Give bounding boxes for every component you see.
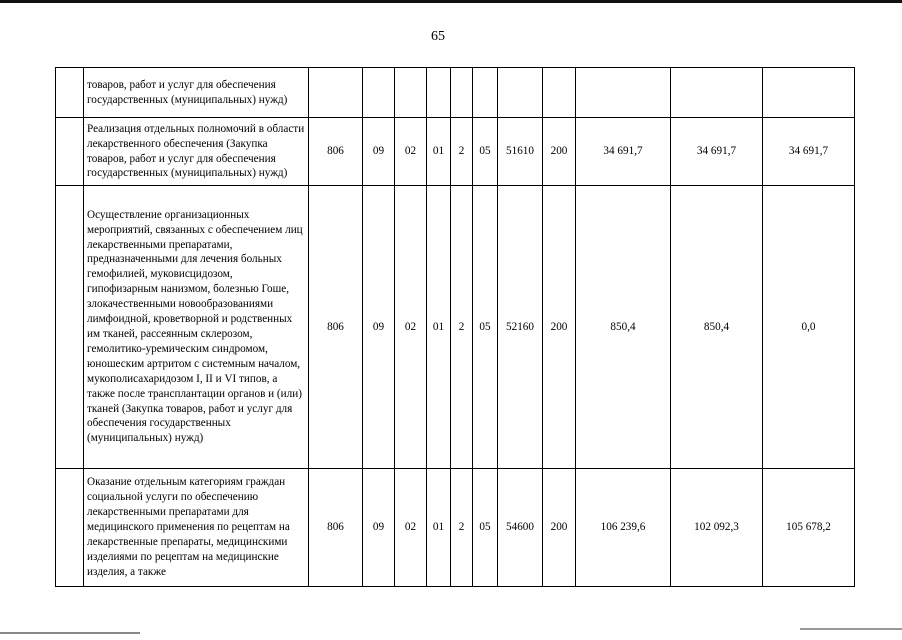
target-item-cell: [498, 68, 543, 118]
target-item-cell: 51610: [498, 118, 543, 186]
section-cell: 09: [363, 469, 395, 587]
row-marker-cell: [56, 469, 84, 587]
description-cell: Реализация отдельных полномочий в области лекарственного обеспечения (Закупка товаров, работ и услуг для обеспечения государственных (муниципальных) нужд): [84, 118, 309, 186]
amount-year-1-cell: 106 239,6: [576, 469, 671, 587]
section-cell: 09: [363, 186, 395, 469]
row-marker-cell: [56, 118, 84, 186]
subprogram-cell: 05: [473, 186, 498, 469]
subsection-cell: [395, 68, 427, 118]
program-cell: [427, 68, 451, 118]
subprogram-type-cell: 2: [451, 186, 473, 469]
description-cell: Оказание отдельным категориям граждан социальной услуги по обеспечению лекарственными препаратами для медицинского применения по рецептам на лекарственные препараты, медицинскими изделиями по рецептам на медицинские изделия, а также: [84, 469, 309, 587]
subprogram-type-cell: 2: [451, 118, 473, 186]
expense-type-cell: 200: [543, 469, 576, 587]
program-cell: 01: [427, 469, 451, 587]
description-cell: товаров, работ и услуг для обеспечения государственных (муниципальных) нужд): [84, 68, 309, 118]
ministry-code-cell: 806: [309, 118, 363, 186]
amount-year-2-cell: 34 691,7: [671, 118, 763, 186]
target-item-cell: 52160: [498, 186, 543, 469]
target-item-cell: 54600: [498, 469, 543, 587]
description-cell: Осуществление организационных мероприятий, связанных с обеспечением лиц лекарственными препаратами, предназначенными для лечения больных гемофилией, муковисцидозом, гипофизарным нанизмом, болезнью Гоше, злокачественными новообразованиями лимфоидной, кроветворной и родственных им тканей, рассеянным склерозом, гемолитико-уремическим синдромом, юношеским артритом с системным началом, мукополисахаридозом I, II и VI типов, а также после трансплантации органов и (или) тканей (Закупка товаров, работ и услуг для обеспечения государственных (муниципальных) нужд): [84, 186, 309, 469]
ministry-code-cell: 806: [309, 186, 363, 469]
subsection-cell: 02: [395, 469, 427, 587]
program-cell: 01: [427, 186, 451, 469]
table-row: [56, 469, 855, 587]
section-cell: 09: [363, 118, 395, 186]
amount-year-1-cell: 850,4: [576, 186, 671, 469]
amount-year-3-cell: 34 691,7: [763, 118, 855, 186]
expense-type-cell: 200: [543, 118, 576, 186]
subprogram-type-cell: 2: [451, 469, 473, 587]
table-row: [56, 186, 855, 469]
budget-table: [55, 67, 855, 587]
budget-table-body: [56, 68, 855, 587]
subprogram-cell: [473, 68, 498, 118]
amount-year-3-cell: 105 678,2: [763, 469, 855, 587]
scan-edge-bottom-right: [800, 628, 902, 630]
row-marker-cell: [56, 68, 84, 118]
subprogram-cell: 05: [473, 469, 498, 587]
table-row: [56, 118, 855, 186]
amount-year-2-cell: 102 092,3: [671, 469, 763, 587]
program-cell: 01: [427, 118, 451, 186]
scan-edge-bottom-left: [0, 632, 140, 634]
expense-type-cell: 200: [543, 186, 576, 469]
amount-year-3-cell: [763, 68, 855, 118]
row-marker-cell: [56, 186, 84, 469]
amount-year-2-cell: [671, 68, 763, 118]
amount-year-3-cell: 0,0: [763, 186, 855, 469]
page-number: 65: [431, 29, 445, 44]
amount-year-1-cell: [576, 68, 671, 118]
section-cell: [363, 68, 395, 118]
amount-year-1-cell: 34 691,7: [576, 118, 671, 186]
subsection-cell: 02: [395, 186, 427, 469]
ministry-code-cell: 806: [309, 469, 363, 587]
scan-edge-top: [0, 0, 902, 3]
subsection-cell: 02: [395, 118, 427, 186]
subprogram-type-cell: [451, 68, 473, 118]
table-row: [56, 68, 855, 118]
expense-type-cell: [543, 68, 576, 118]
subprogram-cell: 05: [473, 118, 498, 186]
amount-year-2-cell: 850,4: [671, 186, 763, 469]
ministry-code-cell: [309, 68, 363, 118]
